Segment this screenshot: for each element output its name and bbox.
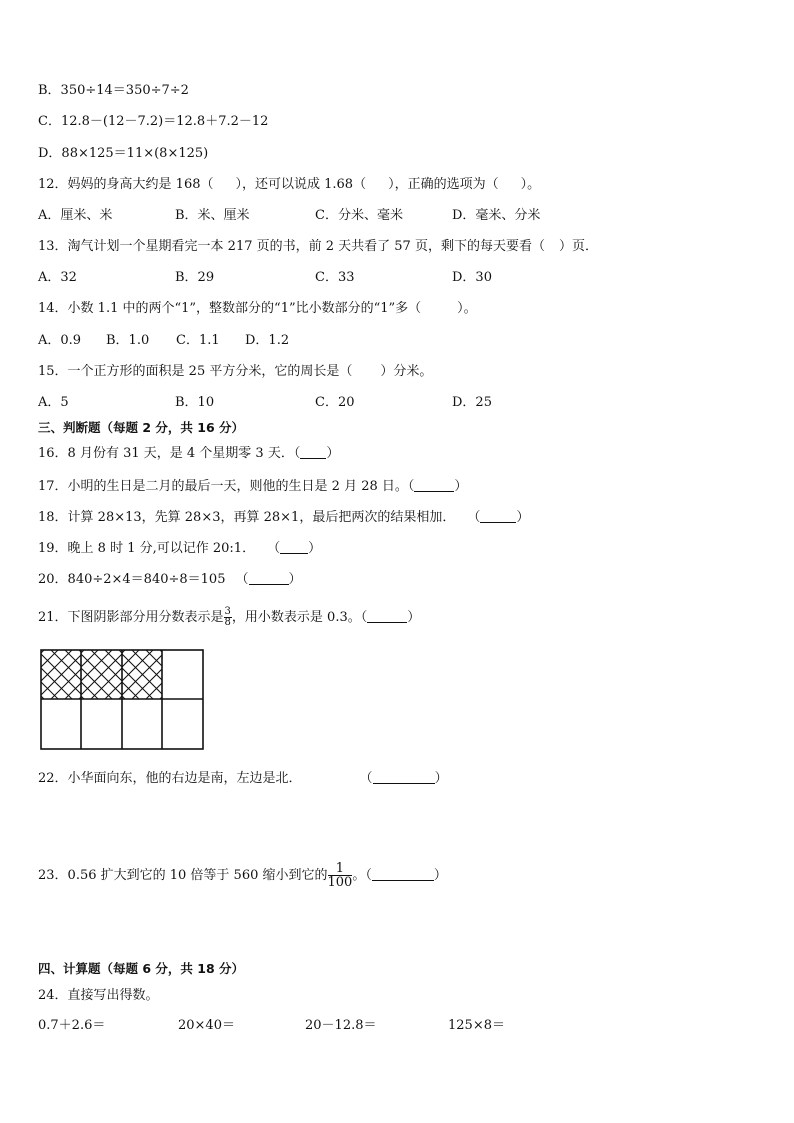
hatch-line xyxy=(93,650,142,699)
q22-answer-blank[interactable] xyxy=(373,771,435,784)
q20-text: 20．840÷2×4＝840÷8＝105 xyxy=(38,572,226,587)
q22-close: ） xyxy=(434,771,448,786)
q19 xyxy=(38,540,321,558)
hatch-line xyxy=(174,650,206,699)
q12-text-a: 12．妈妈的身高大约是 168（ xyxy=(38,177,214,192)
q13-option-b: B．29 xyxy=(175,270,215,285)
hatch-line xyxy=(147,650,196,699)
hatch-line xyxy=(79,650,128,699)
q12-option-a: A．厘米、米 xyxy=(38,208,113,223)
q18-text: 18．计算 28×13，先算 28×3，再算 28×1，最后把两次的结果相加． xyxy=(38,510,456,525)
q23-text-b: 。 xyxy=(352,868,366,883)
q22-open: （ xyxy=(359,771,373,786)
q19-text: 19．晚上 8 时 1 分,可以记作 20:1． xyxy=(38,541,256,556)
q20-open: （ xyxy=(235,572,249,587)
q15-option-a: A．5 xyxy=(38,395,69,410)
q12-option-c: C．分米、毫米 xyxy=(315,208,403,223)
q23-fraction xyxy=(328,862,353,889)
q23-close: ） xyxy=(433,868,447,883)
q17-close: ） xyxy=(454,479,468,494)
q24-item: 0.7＋2.6＝ xyxy=(38,1018,106,1033)
hatch-line xyxy=(79,650,128,699)
q21-text-b: ，用小数表示是 0.3。 xyxy=(231,610,361,625)
q12-text-b: ），还可以说成 1.68（ xyxy=(235,177,367,192)
q13-stem xyxy=(38,238,598,256)
q12-text-c: ），正确的选项为（ xyxy=(388,177,499,192)
q15-option-c: C．20 xyxy=(315,395,355,410)
q16-answer-blank[interactable] xyxy=(300,446,326,459)
q19-close: ） xyxy=(308,541,322,556)
q19-answer-blank[interactable] xyxy=(280,541,308,554)
q23-fraction-numerator: 1 xyxy=(328,862,353,876)
q19-open: （ xyxy=(267,541,281,556)
q15-option-d: D．25 xyxy=(452,395,492,410)
q17 xyxy=(38,478,467,496)
q13-option-a: A．32 xyxy=(38,270,77,285)
hatch-line xyxy=(62,650,111,699)
hatch-line xyxy=(160,650,206,699)
q13-option-d: D．30 xyxy=(452,270,492,285)
q23-open: （ xyxy=(365,868,372,883)
hatch-line xyxy=(147,650,196,699)
q24-item: 20－12.8＝ xyxy=(305,1018,377,1033)
q15-text-b: ）分米。 xyxy=(380,364,433,379)
q21-fraction-denominator: 8 xyxy=(224,617,231,628)
q23-text-a: 23．0.56 扩大到它的 10 倍等于 560 缩小到它的 xyxy=(38,868,328,883)
q15-option-b: B．10 xyxy=(175,395,215,410)
q23-answer-blank[interactable] xyxy=(372,868,434,881)
q16 xyxy=(38,445,339,463)
q14-option-b: B．1.0 xyxy=(106,333,150,348)
hatch-line xyxy=(76,650,125,699)
q13-text-a: 13．淘气计划一个星期看完一本 217 页的书，前 2 天共看了 57 页，剩下的每天要看（ xyxy=(38,239,545,254)
q24-stem: 24．直接写出得数。 xyxy=(38,988,159,1003)
q14-text-b: ）。 xyxy=(457,301,477,316)
q17-text: 17．小明的生日是二月的最后一天，则他的生日是 2 月 28 日。 xyxy=(38,479,408,494)
q21-text-a: 21．下图阴影部分用分数表示是 xyxy=(38,610,224,625)
q17-answer-blank[interactable] xyxy=(414,479,454,492)
q13-text-b: ）页． xyxy=(558,239,598,254)
q18-answer-blank[interactable] xyxy=(480,510,516,523)
q14-option-a: A．0.9 xyxy=(38,333,82,348)
hatch-line xyxy=(133,650,182,699)
hatch-line xyxy=(133,650,182,699)
hatch-line xyxy=(40,650,58,699)
hatch-line xyxy=(161,650,206,699)
q15-stem xyxy=(38,363,432,381)
q18 xyxy=(38,509,529,527)
q14-option-c: C．1.1 xyxy=(176,333,220,348)
q21-shaded-cell xyxy=(62,650,206,699)
q21-fraction xyxy=(224,607,232,628)
q22 xyxy=(38,770,448,788)
q11-option-d: D．88×125＝11×(8×125) xyxy=(38,146,209,161)
q20-close: ） xyxy=(288,572,302,587)
q16-text: 16．8 月份有 31 天，是 4 个星期零 3 天． xyxy=(38,446,294,461)
hatch-line xyxy=(40,650,58,699)
q23-fraction-denominator: 100 xyxy=(327,875,353,890)
q12-stem xyxy=(38,176,540,194)
q22-text: 22．小华面向东，他的右边是南，左边是北． xyxy=(38,771,302,786)
q12-text-d: ）。 xyxy=(520,177,541,192)
q17-open: （ xyxy=(407,479,415,494)
q18-open: （ xyxy=(467,510,481,525)
hatch-line xyxy=(93,650,142,699)
q24-item: 20×40＝ xyxy=(178,1018,235,1033)
q18-close: ） xyxy=(516,510,530,525)
q14-option-d: D．1.2 xyxy=(245,333,290,348)
hatch-line xyxy=(161,650,206,699)
q11-option-c: C．12.8－(12－7.2)＝12.8＋7.2－12 xyxy=(38,114,269,129)
q16-close: ） xyxy=(326,446,340,461)
q21-answer-blank[interactable] xyxy=(367,610,407,623)
q12-option-d: D．毫米、分米 xyxy=(452,208,541,223)
section3-heading: 三、判断题（每题 2 分，共 16 分） xyxy=(38,420,245,435)
q15-text-a: 15．一个正方形的面积是 25 平方分米，它的周长是（ xyxy=(38,364,353,379)
hatch-line xyxy=(119,650,168,699)
q21 xyxy=(38,606,420,630)
q21-shaded-cells xyxy=(40,650,206,699)
q12-option-b: B．米、厘米 xyxy=(175,208,250,223)
q21-open: （ xyxy=(360,610,368,625)
q21-fraction-numerator: 3 xyxy=(224,606,231,617)
q11-option-b: B．350÷14＝350÷7÷2 xyxy=(38,83,189,98)
hatch-line xyxy=(160,650,206,699)
q13-option-c: C．33 xyxy=(315,270,355,285)
q16-open: （ xyxy=(293,446,301,461)
q14-stem xyxy=(38,300,477,318)
q21-close: ） xyxy=(407,610,421,625)
hatch-line xyxy=(76,650,125,699)
hatch-line xyxy=(119,650,168,699)
q23 xyxy=(38,858,447,894)
q20-answer-blank[interactable] xyxy=(249,572,289,585)
section4-heading: 四、计算题（每题 6 分，共 18 分） xyxy=(38,961,245,976)
hatch-line xyxy=(174,650,206,699)
q24-item: 125×8＝ xyxy=(448,1018,505,1033)
hatch-line xyxy=(62,650,111,699)
q21-grid-figure xyxy=(40,649,206,751)
q20 xyxy=(38,571,302,589)
q14-text-a: 14．小数 1.1 中的两个“1”，整数部分的“1”比小数部分的“1”多（ xyxy=(38,301,422,316)
